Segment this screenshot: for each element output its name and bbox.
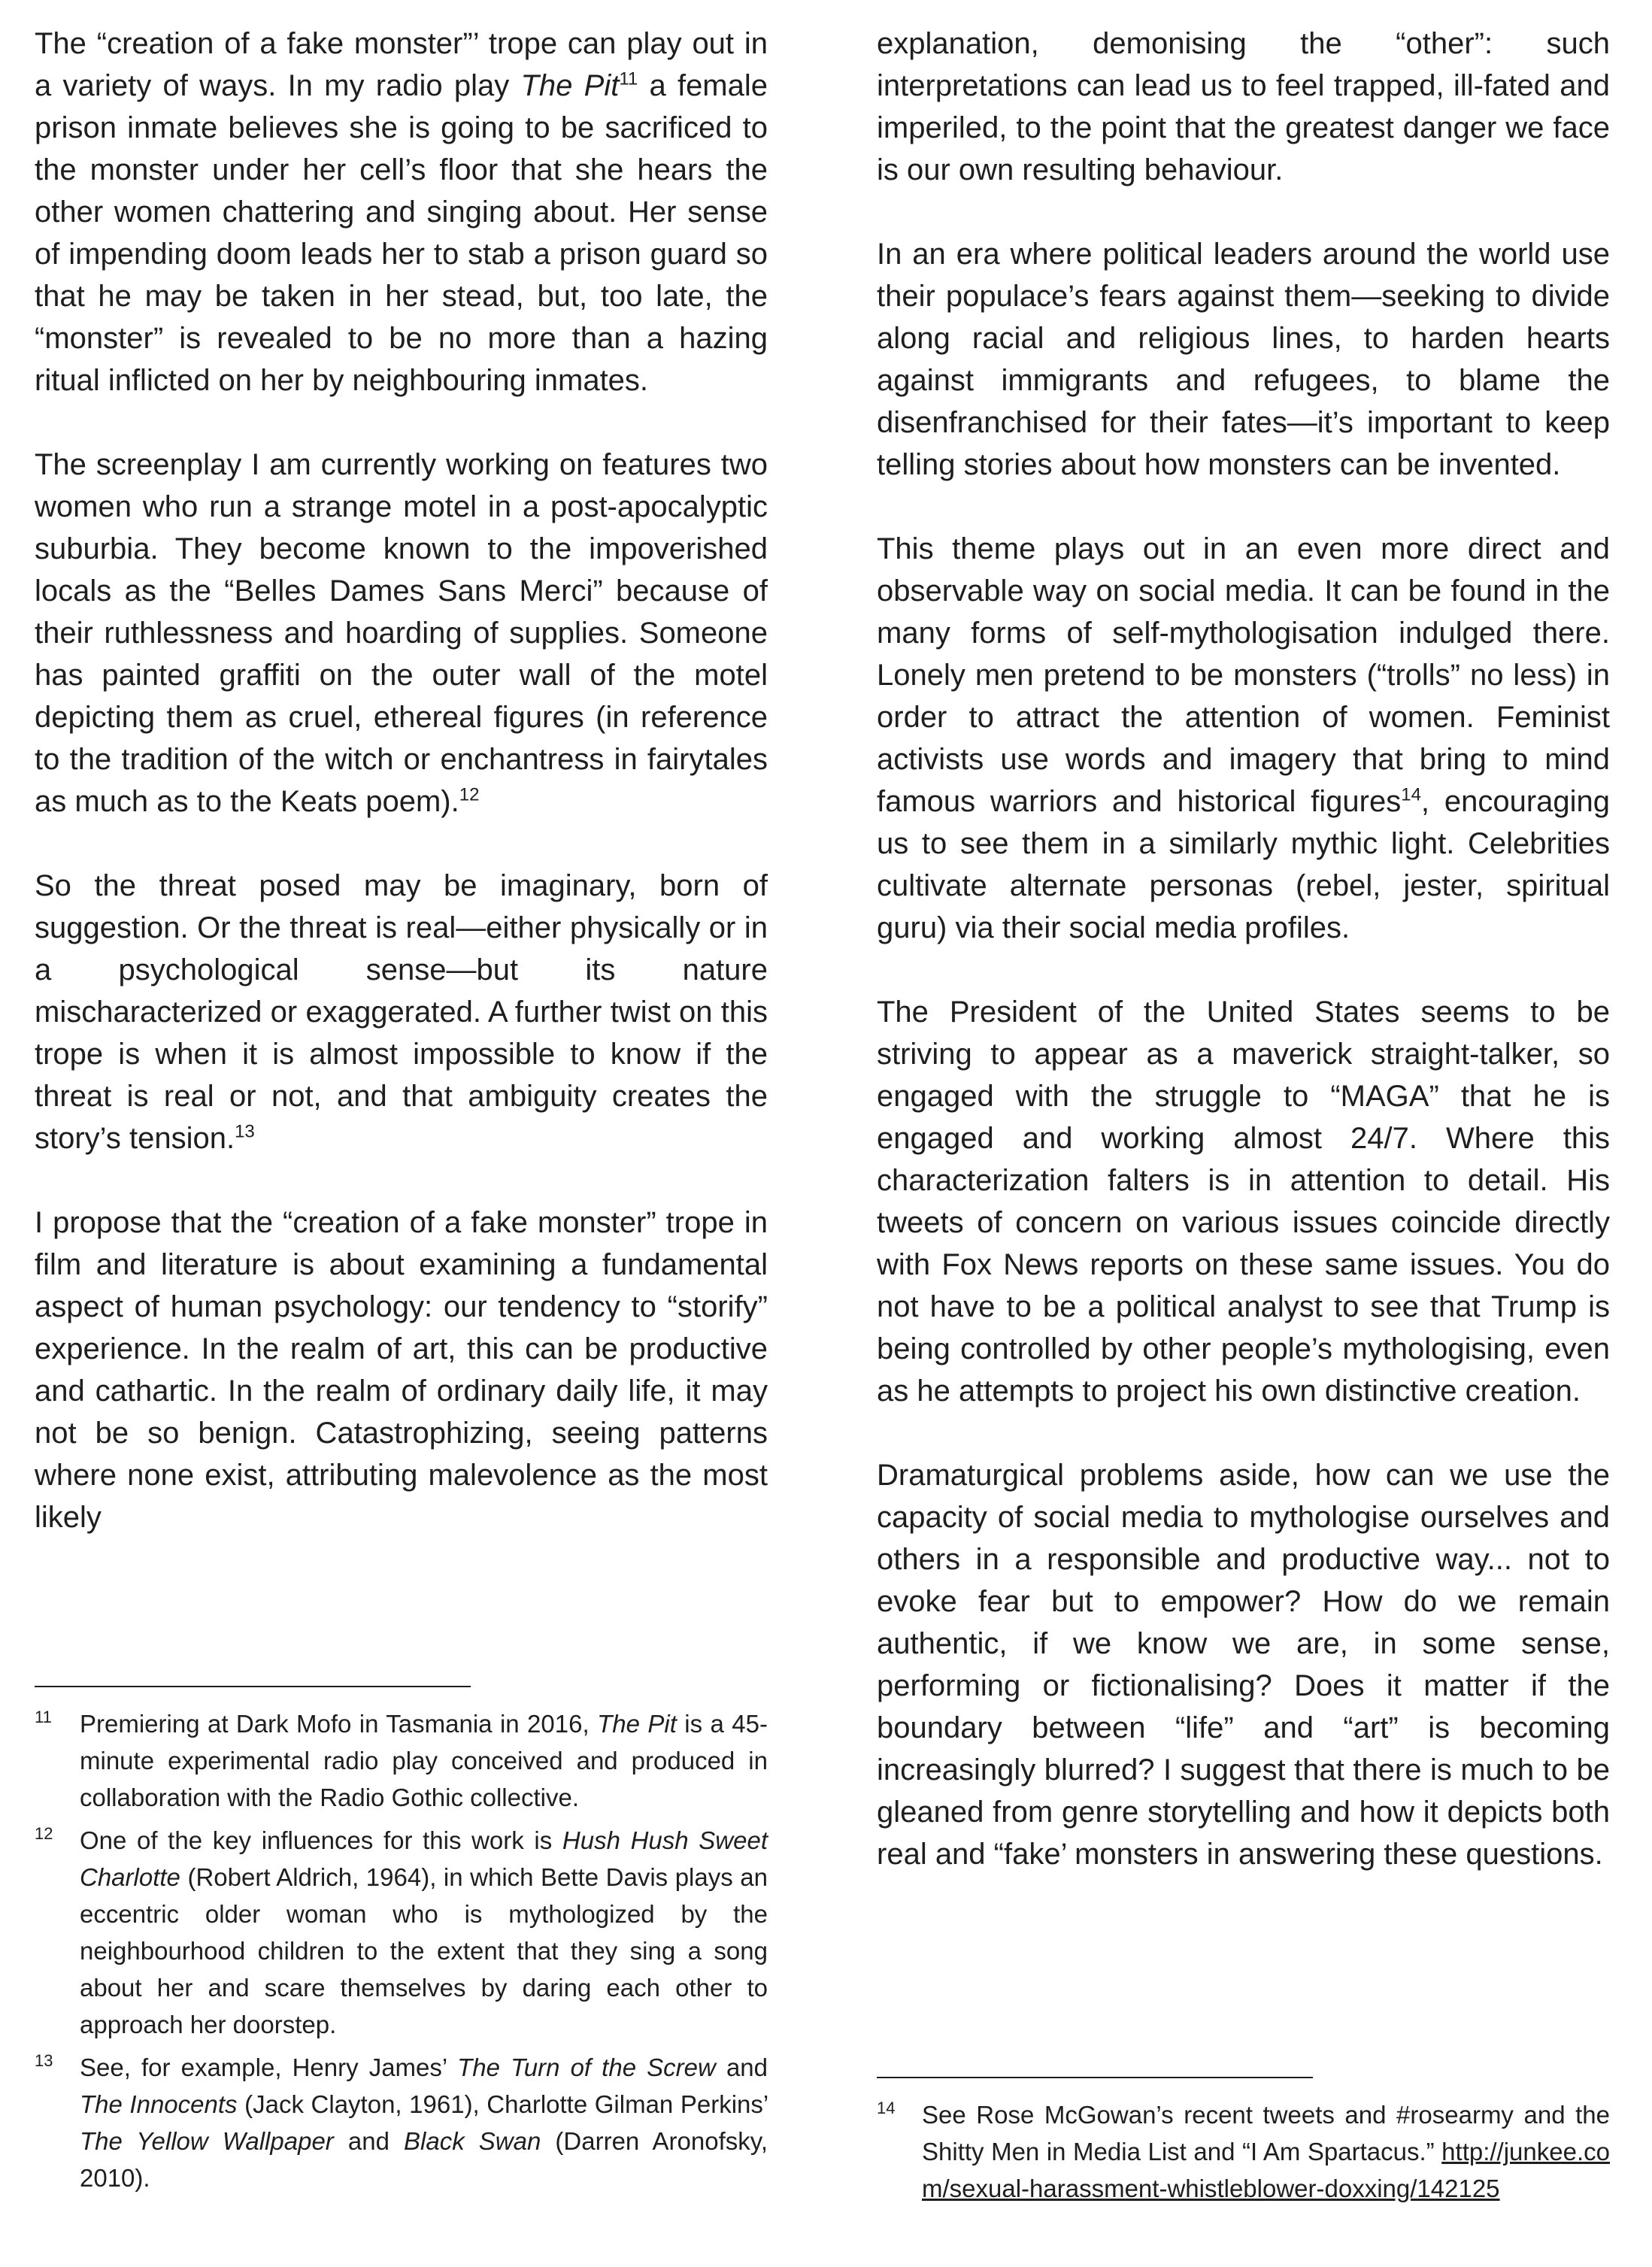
body-paragraph bbox=[35, 444, 768, 823]
footnote bbox=[35, 1822, 768, 2043]
left-footnote-list bbox=[35, 1705, 768, 2196]
footnote-reference[interactable]: 11 bbox=[619, 68, 638, 89]
right-footnote-list bbox=[877, 2096, 1610, 2207]
body-paragraph bbox=[877, 1454, 1610, 1875]
italic-title: The Innocents bbox=[80, 2090, 238, 2118]
text-run: The President of the United States seems to be striving to appear as a maverick straight-talker, so engaged with the struggle to “MAGA” that he is engaged and working almost 24/7. Where this characterization falters is in attention to detail. His tweets of concern on various issues coincide directly with Fox News reports on these same issues. You do not have to be a political analyst to see that Trump is being controlled by other people’s mythologising, even as he attempts to project his own distinctive creation. bbox=[877, 996, 1610, 1408]
footnote-number: 14 bbox=[877, 2099, 896, 2117]
body-paragraph bbox=[877, 991, 1610, 1412]
body-paragraph bbox=[35, 1202, 768, 1538]
footnote-reference[interactable]: 12 bbox=[459, 784, 480, 805]
footnote bbox=[877, 2096, 1610, 2207]
text-run: and bbox=[333, 2127, 405, 2155]
italic-title: The Yellow Wallpaper bbox=[80, 2127, 334, 2155]
left-footnotes bbox=[35, 1686, 768, 2202]
body-paragraph bbox=[35, 23, 768, 402]
footnote-separator bbox=[877, 2077, 1313, 2078]
text-run: One of the key influences for this work is bbox=[80, 1826, 562, 1854]
footnote-number: 11 bbox=[35, 1708, 52, 1726]
text-run: explanation, demonising the “other”: such interpretations can lead us to feel trapped, ill-fated and imperiled, to the point that the greatest danger we face is our own resulting behaviour. bbox=[877, 27, 1610, 186]
text-run: See Rose McGowan’s recent tweets and #rosearmy and the Shitty Men in Media List and “I Am Spartacus.” bbox=[922, 2101, 1610, 2165]
left-column-body bbox=[35, 23, 768, 1609]
text-run: The “creation of a fake monster”’ trope can play out in a variety of ways. In my radio play bbox=[35, 27, 768, 102]
right-column bbox=[877, 23, 1610, 2248]
text-run: and bbox=[715, 2053, 768, 2081]
body-paragraph bbox=[877, 23, 1610, 191]
right-footnotes bbox=[877, 2077, 1610, 2213]
body-paragraph bbox=[877, 233, 1610, 486]
text-run: (Jack Clayton, 1961), Charlotte Gilman Perkins’ bbox=[237, 2090, 768, 2118]
footnote-reference[interactable]: 13 bbox=[235, 1121, 255, 1142]
footnote-reference[interactable]: 14 bbox=[1401, 784, 1421, 805]
text-run: In an era where political leaders around the world use their populace’s fears against them—seeking to divide along racial and religious lines, to harden hearts against immigrants and refugees, to blame the disenfranchised for their fates—it’s important to keep telling stories about how monsters can be invented. bbox=[877, 238, 1610, 481]
footnote bbox=[35, 2049, 768, 2196]
text-run: a female prison inmate believes she is going to be sacrificed to the monster under her cell’s floor that she hears the other women chattering and singing about. Her sense of impending doom leads her to stab a prison guard so that he may be taken in her stead, but, too late, the “monster” is revealed to be no more than a hazing ritual inflicted on her by neighbouring inmates. bbox=[35, 69, 768, 397]
footnote-number: 13 bbox=[35, 2051, 53, 2070]
text-run: I propose that the “creation of a fake monster” trope in film and literature is about examining a fundamental aspect of human psychology: our tendency to “storify” experience. In the realm of art, this can be productive and cathartic. In the realm of ordinary daily life, it may not be so benign. Catastrophizing, seeing patterns where none exist, attributing malevolence as the most likely bbox=[35, 1206, 768, 1534]
italic-title: Hush Hush Sweet Charlotte bbox=[80, 1826, 768, 1891]
italic-title: Black Swan bbox=[404, 2127, 541, 2155]
text-run: The screenplay I am currently working on features two women who run a strange motel in a post-apocalyptic suburbia. They become known to the impoverished locals as the “Belles Dames Sans Merci” because of their ruthlessness and hoarding of supplies. Someone has painted graffiti on the outer wall of the motel depicting them as cruel, ethereal figures (in reference to the tradition of the witch or enchantress in fairytales as much as to the Keats poem). bbox=[35, 448, 768, 818]
body-paragraph bbox=[35, 865, 768, 1159]
italic-title: The Pit bbox=[520, 69, 620, 102]
text-run: See, for example, Henry James’ bbox=[80, 2053, 458, 2081]
footnote-number: 12 bbox=[35, 1824, 53, 1843]
text-run: So the threat posed may be imaginary, born of suggestion. Or the threat is real—either physically or in a psychological sense—but its nature mischaracterized or exaggerated. A further twist on this trope is when it is almost impossible to know if the threat is real or not, and that ambiguity creates the story’s tension. bbox=[35, 869, 768, 1155]
italic-title: The Pit bbox=[597, 1710, 677, 1738]
body-paragraph bbox=[877, 528, 1610, 949]
right-column-body bbox=[877, 23, 1610, 2083]
italic-title: The Turn of the Screw bbox=[457, 2053, 716, 2081]
footnote-separator bbox=[35, 1686, 471, 1687]
footnote-link[interactable]: http://junkee.com/sexual-harassment-whistleblower-doxxing/142125 bbox=[922, 2138, 1610, 2202]
text-run: Premiering at Dark Mofo in Tasmania in 2016, bbox=[80, 1710, 598, 1738]
text-run: (Robert Aldrich, 1964), in which Bette Davis plays an eccentric older woman who is mythologized by the neighbourhood children to the extent that they sing a song about her and scare themselves by daring each other to approach her doorstep. bbox=[80, 1863, 768, 2038]
footnote bbox=[35, 1705, 768, 1816]
text-run: is a 45-minute experimental radio play conceived and produced in collaboration with the Radio Gothic collective. bbox=[80, 1710, 768, 1811]
text-run: This theme plays out in an even more direct and observable way on social media. It can be found in the many forms of self-mythologisation indulged there. Lonely men pretend to be monsters (“trolls” no less) in order to attract the attention of women. Feminist activists use words and imagery that bring to mind famous warriors and historical figures bbox=[877, 532, 1610, 818]
left-column bbox=[35, 23, 768, 2248]
text-run: (Darren Aronofsky, 2010). bbox=[80, 2127, 768, 2192]
text-run: Dramaturgical problems aside, how can we use the capacity of social media to mythologise ourselves and others in a responsible and productive way... not to evoke fear but to empower? How do we remain authentic, if we know we are, in some sense, performing or fictionalising? Does it matter if the boundary between “life” and “art” is becoming increasingly blurred? I suggest that there is much to be gleaned from genre storytelling and how it depicts both real and “fake’ monsters in answering these questions. bbox=[877, 1459, 1610, 1871]
text-run: , encouraging us to see them in a similarly mythic light. Celebrities cultivate alternate personas (rebel, jester, spiritual guru) via their social media profiles. bbox=[877, 785, 1611, 944]
